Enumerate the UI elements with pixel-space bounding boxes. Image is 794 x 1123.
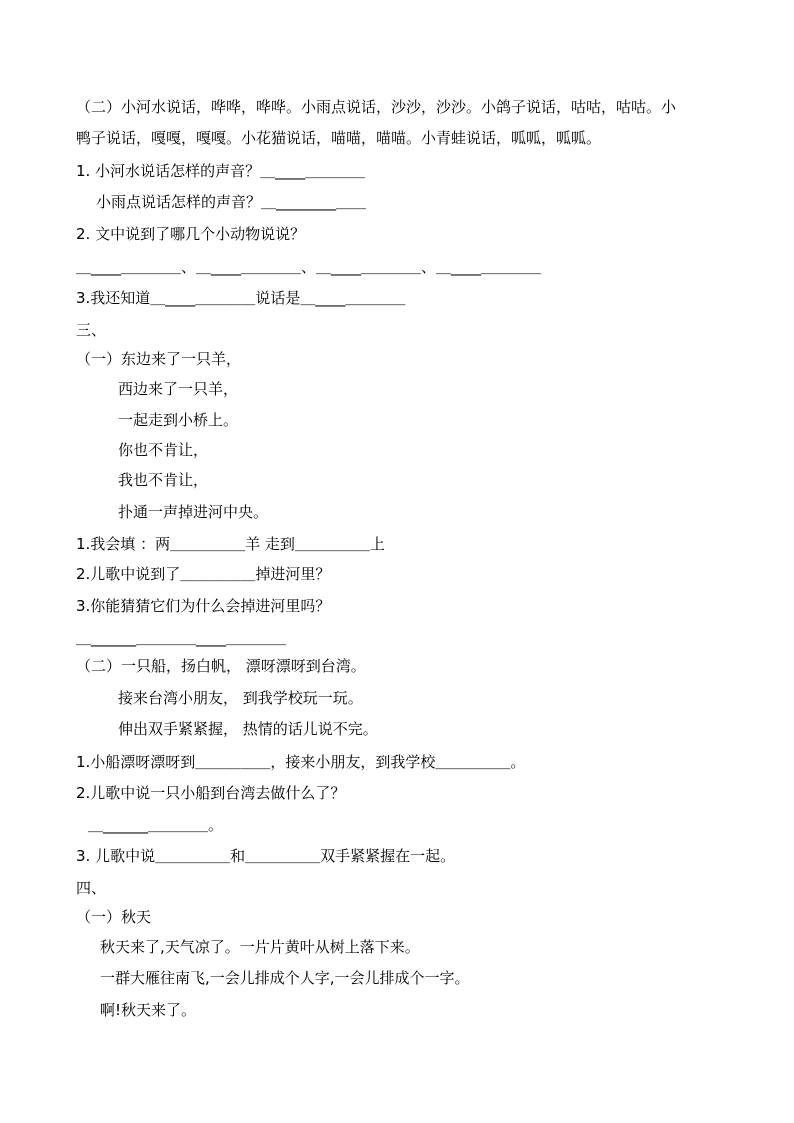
poem-line: 我也不肯让， [118, 471, 209, 489]
passage-line: 秋天来了,天气凉了。一片片黄叶从树上落下来。 [100, 938, 420, 956]
question-text: 1. 小河水说话怎样的声音？＿____＿＿＿＿ [76, 162, 366, 180]
section-heading: 四、 [76, 879, 107, 897]
poem-line: 西边来了一只羊， [118, 380, 239, 398]
passage-line: （二）小河水说话，哗哗，哗哗。小雨点说话，沙沙，沙沙。小鸽子说话，咕咕，咕咕。小 [76, 98, 677, 116]
poem-line: 你也不肯让， [118, 441, 209, 459]
passage-line: 啊!秋天来了。 [100, 1001, 197, 1019]
passage-title: （一）秋天 [76, 908, 152, 926]
passage-line: 鸭子说话，嘎嘎，嘎嘎。小花猫说话，喵喵，喵喵。小青蛙说话，呱呱，呱呱。 [76, 129, 602, 147]
question-text: 小雨点说话怎样的声音？＿________＿＿ [96, 193, 367, 211]
question-text: 2.儿歌中说到了＿＿＿＿＿掉进河里？ [76, 565, 331, 583]
question-text: 2. 文中说到了哪几个小动物说说？ [76, 225, 306, 243]
answer-blank: ＿______＿＿＿＿。 [88, 816, 224, 834]
question-text: 1.我会填 ：两＿＿＿＿＿羊 走到＿＿＿＿＿上 [76, 535, 385, 553]
poem-line: 扑通一声掉进河中央。 [118, 503, 269, 521]
poem-line: 伸出双手紧紧握， 热情的话儿说不完。 [118, 720, 378, 738]
question-text: 3.我还知道＿____＿＿＿＿说话是＿____＿＿＿＿ [76, 289, 406, 307]
poem-line: 一起走到小桥上。 [118, 411, 239, 429]
answer-blank: ＿______＿＿＿＿____＿＿＿＿ [76, 629, 287, 647]
answer-blank: ＿____＿＿＿＿、＿____＿＿＿＿、＿____＿＿＿＿、＿____＿＿＿＿ [76, 258, 542, 276]
poem-line: （二）一只船，扬白帆， 漂呀漂呀到台湾。 [76, 657, 366, 675]
poem-line: 接来台湾小朋友， 到我学校玩一玩。 [118, 689, 363, 707]
poem-line: （一）东边来了一只羊， [76, 350, 242, 368]
question-text: 3. 儿歌中说＿＿＿＿＿和＿＿＿＿＿双手紧紧握在一起。 [76, 847, 456, 865]
passage-line: 一群大雁往南飞,一会儿排成个人字,一会儿排成个一字。 [100, 969, 470, 987]
question-text: 1.小船漂呀漂呀到＿＿＿＿＿，接来小朋友，到我学校＿＿＿＿＿。 [76, 753, 526, 771]
question-text: 2.儿歌中说一只小船到台湾去做什么了？ [76, 784, 346, 802]
section-heading: 三、 [76, 321, 107, 339]
question-text: 3.你能猜猜它们为什么会掉进河里吗？ [76, 597, 331, 615]
